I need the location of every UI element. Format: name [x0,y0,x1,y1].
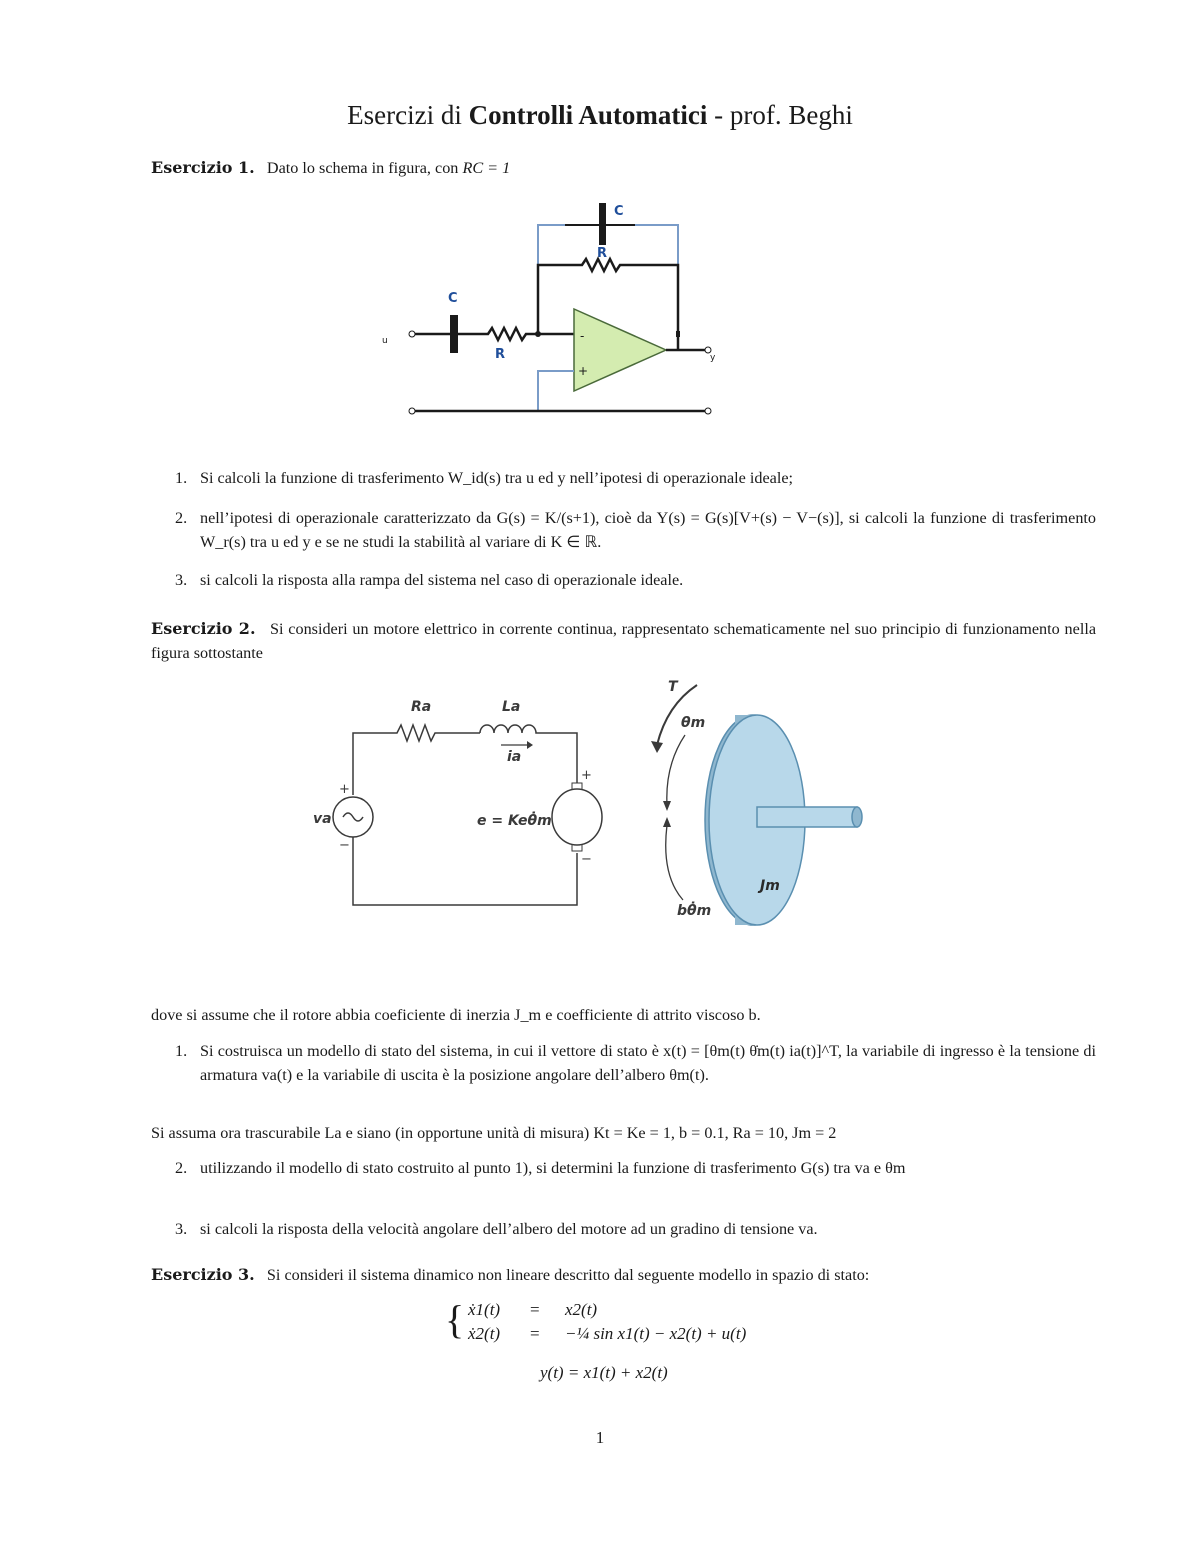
capacitor-top [599,203,606,245]
label-plus-motor: + [581,768,592,783]
label-minus-source: − [339,838,350,853]
label-u: u [382,336,388,346]
item-number: 3. [175,571,188,589]
eq1-sign: = [530,1300,540,1319]
ex2-item-1 [175,1039,1096,1087]
label-plus-source: + [339,782,350,797]
resistor-input [458,328,574,340]
label-y: y [710,353,716,363]
ex2-assumptions-text: Si assuma ora trascurabile La e siano (in opportune unità di misura) Kt = Ke = 1, b = 0.1, Ra = 10, Jm = 2 [151,1124,837,1142]
label-c-input: C [448,291,458,306]
label-friction: bθ̇m [677,903,712,919]
ex1-intro-text: Dato lo schema in figura, con [266,159,459,177]
output-equation: y(t) = x1(t) + x2(t) [540,1363,668,1382]
ex2-item-2 [175,1156,1096,1180]
item-number: 1. [175,469,188,487]
plus-input-line [538,371,574,411]
armature-circuit [353,725,480,795]
ex2-heading: Esercizio 2. [151,619,256,638]
eq2-rhs: −¼ sin x1(t) − x2(t) + u(t) [565,1324,747,1343]
opamp-triangle [574,309,666,391]
ex1-intro [151,156,1096,180]
label-va: va [313,811,332,827]
eq1-lhs: ẋ1(t) [468,1300,501,1319]
item-text: nell’ipotesi di operazionale caratterizzato da G(s) = K/(s+1), cioè da Y(s) = G(s)[V+(s) − V−(s)], si calcoli la funzione di trasferimento W_r(s) tra u ed y e se ne studi la stabilità al variare di K ∈ ℝ. [200,509,1096,551]
capacitor-input [450,315,458,353]
label-la: La [502,699,521,715]
label-c-top: C [614,204,624,219]
label-r-top: R [597,246,608,261]
label-ia: ia [507,749,522,765]
item-number: 2. [175,509,188,527]
title-prefix: Esercizi di [347,100,469,130]
item-number: 2. [175,1159,188,1177]
item-text: Si costruisca un modello di stato del sistema, in cui il vettore di stato è x(t) = [θm(t) θ̇m(t) ia(t)]^T, la variabile di ingresso è la tensione di armatura va(t) e la variabile di uscita è la posizione angolare dell’albero θm(t). [200,1042,1096,1084]
item-text: utilizzando il modello di stato costruito al punto 1), si determini la funzione di trasferimento G(s) tra va e θm [200,1159,906,1177]
ex2-after-figure-text: dove si assume che il rotore abbia coeficiente di inerzia J_m e coefficiente di attrito viscoso b. [151,1006,761,1024]
opamp-circuit-figure [370,195,730,425]
opamp-plus: + [578,364,589,378]
theta-arrow [667,735,685,805]
inductor [480,725,577,787]
ex1-heading: Esercizio 1. [151,158,255,177]
ex3-intro [151,1263,1096,1287]
friction-arrow [666,825,683,900]
ex1-condition: RC = 1 [462,159,511,177]
ex3-heading: Esercizio 3. [151,1265,255,1284]
opamp-minus: - [580,329,585,343]
ex2-intro [151,617,1096,665]
item-number: 1. [175,1042,188,1060]
label-emf: e = Keθ̇m [477,813,552,829]
motor-symbol [552,789,602,845]
eq2-lhs: ẋ2(t) [468,1324,501,1343]
page-number: 1 [595,1428,605,1447]
label-jm: Jm [760,878,780,894]
item-number: 3. [175,1220,188,1238]
ex2-intro-text: Si consideri un motore elettrico in corrente continua, rappresentato schematicamente nel suo principio di funzionamento nella figura sottostante [151,620,1096,662]
item-text: si calcoli la risposta della velocità angolare dell’albero del motore ad un gradino di tensione va. [200,1220,818,1238]
dc-motor-figure [305,675,875,935]
ex2-assumptions [151,1121,1096,1145]
ex1-item-2 [175,506,1096,554]
label-torque: T [668,679,678,695]
eq2-sign: = [530,1324,540,1343]
ex2-item-3 [175,1217,1096,1241]
ex1-item-1 [175,466,1096,490]
label-ra: Ra [411,699,432,715]
ex3-intro-text: Si consideri il sistema dinamico non lineare descritto dal seguente modello in spazio di stato: [266,1266,870,1284]
item-text: Si calcoli la funzione di trasferimento W_id(s) tra u ed y nell’ipotesi di operazionale ideale; [200,469,794,487]
rotor-shaft [757,807,857,827]
ex2-after-figure [151,1003,1096,1027]
title-suffix: - prof. Beghi [707,100,853,130]
label-theta: θm [681,715,706,731]
page-title [0,100,1200,131]
title-bold: Controlli Automatici [468,100,708,130]
ex1-item-3 [175,568,1096,592]
label-minus-motor: − [581,852,592,867]
item-text: si calcoli la risposta alla rampa del sistema nel caso di operazionale ideale. [200,571,684,589]
eq1-rhs: x2(t) [565,1300,598,1319]
system-brace: { [445,1297,465,1342]
label-r-input: R [495,347,506,362]
